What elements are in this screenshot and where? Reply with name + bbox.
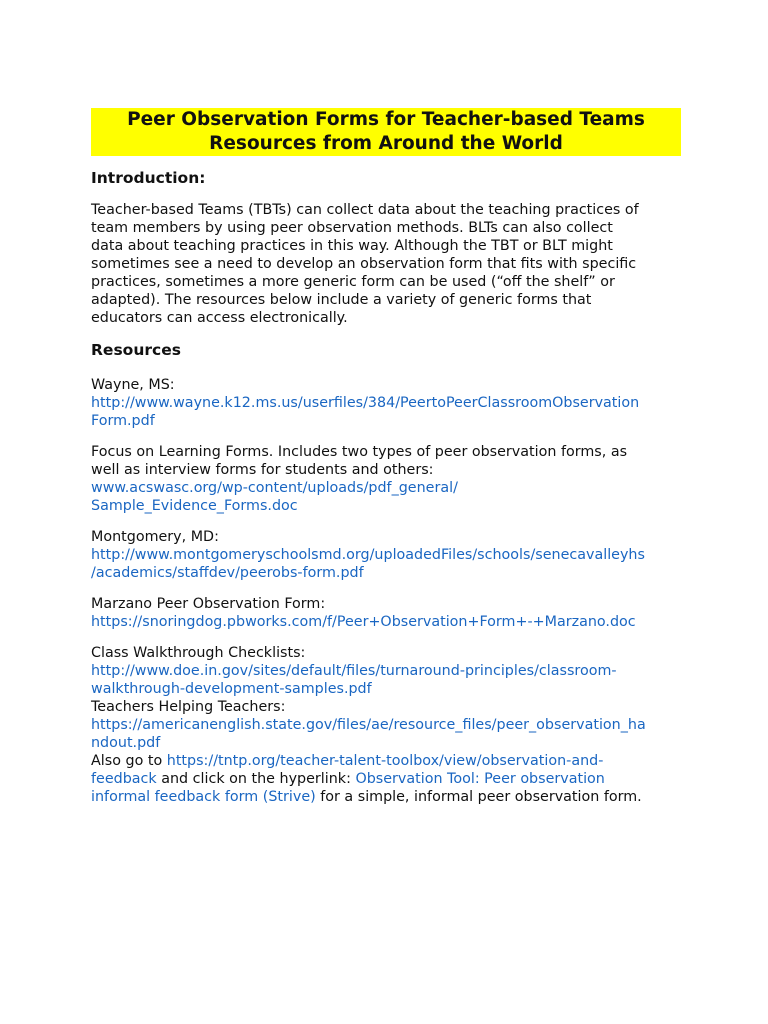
link-line[interactable]: Sample_Evidence_Forms.doc — [91, 498, 298, 514]
resource-wayne — [91, 376, 681, 430]
document-title — [91, 108, 681, 156]
intro-line: team members by using peer observation methods. BLTs can also collect — [91, 220, 613, 236]
acswasc-link[interactable] — [91, 479, 681, 515]
resource-description: Focus on Learning Forms. Includes two types of peer observation forms, as — [91, 444, 628, 460]
wayne-link[interactable] — [91, 394, 681, 430]
resources-heading: Resources — [91, 341, 181, 359]
resource-montgomery — [91, 528, 681, 582]
text-fragment: and click on the hyperlink: — [156, 771, 356, 787]
tntp-link-continued[interactable]: feedback — [91, 771, 157, 787]
marzano-link[interactable]: https://snoringdog.pbworks.com/f/Peer+Observation+Form+-+Marzano.doc — [91, 614, 636, 630]
link-line[interactable]: http://www.wayne.k12.ms.us/userfiles/384/PeertoPeerClassroomObservation — [91, 395, 640, 411]
observation-tool-link[interactable]: Observation Tool: Peer observation — [355, 771, 605, 787]
link-line[interactable]: /academics/staffdev/peerobs-form.pdf — [91, 565, 364, 581]
resource-description: well as interview forms for students and others: — [91, 462, 434, 478]
resource-label: Class Walkthrough Checklists: — [91, 645, 306, 661]
resource-marzano — [91, 595, 681, 631]
title-line-1: Peer Observation Forms for Teacher-based Teams — [127, 109, 645, 130]
tntp-line-2 — [91, 770, 681, 788]
link-line[interactable]: Form.pdf — [91, 413, 155, 429]
walkthrough-link[interactable] — [91, 662, 681, 698]
observation-tool-link-continued[interactable]: informal feedback form (Strive) — [91, 789, 316, 805]
intro-line: adapted). The resources below include a variety of generic forms that — [91, 292, 592, 308]
introduction-heading: Introduction: — [91, 169, 206, 187]
resource-label: Montgomery, MD: — [91, 529, 219, 545]
intro-line: educators can access electronically. — [91, 310, 348, 326]
intro-line: practices, sometimes a more generic form can be used (“off the shelf” or — [91, 274, 615, 290]
resource-label: Wayne, MS: — [91, 377, 175, 393]
introduction-paragraph — [91, 201, 681, 327]
link-line[interactable]: https://americanenglish.state.gov/files/ae/resource_files/peer_observation_ha — [91, 717, 646, 733]
title-line-2: Resources from Around the World — [209, 133, 563, 154]
teachers-helping-link[interactable] — [91, 716, 681, 752]
text-fragment: Also go to — [91, 753, 167, 769]
link-line[interactable]: ndout.pdf — [91, 735, 161, 751]
document-page — [91, 108, 681, 806]
tntp-line-1 — [91, 752, 681, 770]
resource-label: Marzano Peer Observation Form: — [91, 596, 326, 612]
tntp-line-3 — [91, 788, 681, 806]
intro-line: data about teaching practices in this way. Although the TBT or BLT might — [91, 238, 613, 254]
link-line[interactable]: www.acswasc.org/wp-content/uploads/pdf_general/ — [91, 480, 458, 496]
resource-walkthrough — [91, 644, 681, 806]
resource-focus-on-learning — [91, 443, 681, 515]
montgomery-link[interactable] — [91, 546, 681, 582]
intro-line: sometimes see a need to develop an observation form that fits with specific — [91, 256, 637, 272]
intro-line: Teacher-based Teams (TBTs) can collect data about the teaching practices of — [91, 202, 639, 218]
link-line[interactable]: http://www.doe.in.gov/sites/default/files/turnaround-principles/classroom- — [91, 663, 617, 679]
link-line[interactable]: walkthrough-development-samples.pdf — [91, 681, 372, 697]
tntp-link[interactable]: https://tntp.org/teacher-talent-toolbox/view/observation-and- — [166, 753, 604, 769]
text-fragment: for a simple, informal peer observation form. — [315, 789, 642, 805]
link-line[interactable]: http://www.montgomeryschoolsmd.org/uploadedFiles/schools/senecavalleyhs — [91, 547, 645, 563]
resource-label: Teachers Helping Teachers: — [91, 699, 286, 715]
